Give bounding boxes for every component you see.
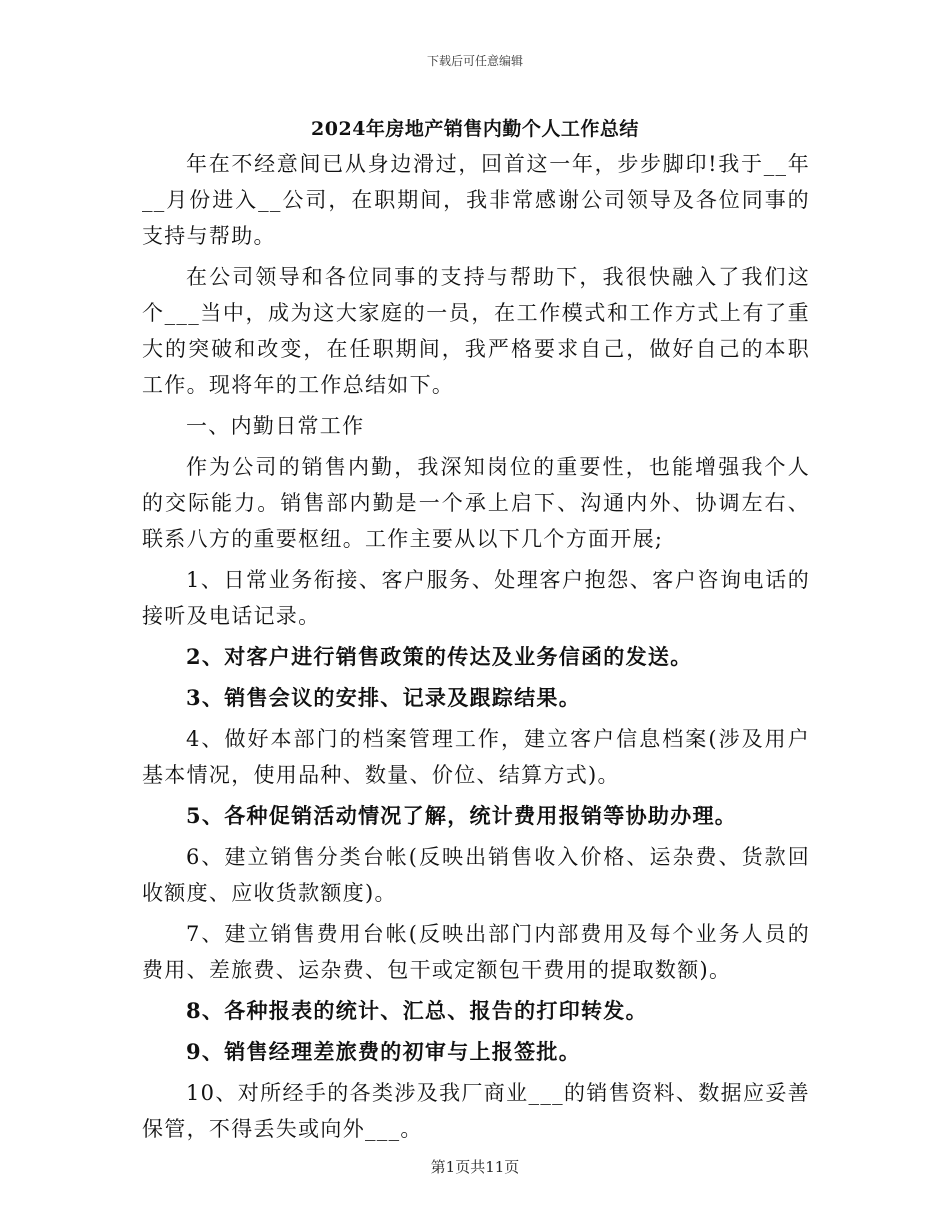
section-heading: 一、内勤日常工作	[186, 414, 365, 438]
paragraph: 年在不经意间已从身边滑过，回首这一年，步步脚印!我于__年__月份进入__公司，在职期间，我非常感谢公司领导及各位同事的支持与帮助。	[142, 152, 810, 248]
document-title: 2024年房地产销售内勤个人工作总结	[311, 118, 639, 140]
paragraph: 作为公司的销售内勤，我深知岗位的重要性，也能增强我个人的交际能力。销售部内勤是一个承上启下、沟通内外、协调左右、联系八方的重要枢纽。工作主要从以下几个方面开展;	[142, 455, 810, 551]
list-item: 4、做好本部门的档案管理工作，建立客户信息档案(涉及用户基本情况，使用品种、数量、价位、结算方式)。	[142, 727, 810, 787]
document-body	[142, 146, 810, 1152]
list-item: 1、日常业务衔接、客户服务、处理客户抱怨、客户咨询电话的接听及电话记录。	[142, 568, 810, 628]
header-note: 下载后可任意编辑	[426, 54, 523, 68]
list-item: 3、销售会议的安排、记录及跟踪结果。	[186, 685, 582, 710]
list-item: 6、建立销售分类台帐(反映出销售收入价格、运杂费、货款回收额度、应收货款额度)。	[142, 845, 810, 905]
list-item: 8、各种报表的统计、汇总、报告的打印转发。	[186, 998, 648, 1023]
list-item: 9、销售经理差旅费的初审与上报签批。	[186, 1039, 582, 1064]
list-item: 5、各种促销活动情况了解，统计费用报销等协助办理。	[186, 803, 738, 828]
list-item: 7、建立销售费用台帐(反映出部门内部费用及每个业务人员的费用、差旅费、运杂费、包干或定额包干费用的提取数额)。	[142, 922, 810, 982]
paragraph: 在公司领导和各位同事的支持与帮助下，我很快融入了我们这个___当中，成为这大家庭的一员，在工作模式和工作方式上有了重大的突破和改变，在任职期间，我严格要求自己，做好自己的本职工作。现将年的工作总结如下。	[142, 265, 810, 397]
page-number: 第1页共11页	[430, 1158, 520, 1176]
list-item: 10、对所经手的各类涉及我厂商业___的销售资料、数据应妥善保管，不得丢失或向外___。	[142, 1081, 810, 1141]
list-item: 2、对客户进行销售政策的传达及业务信函的发送。	[186, 644, 693, 669]
